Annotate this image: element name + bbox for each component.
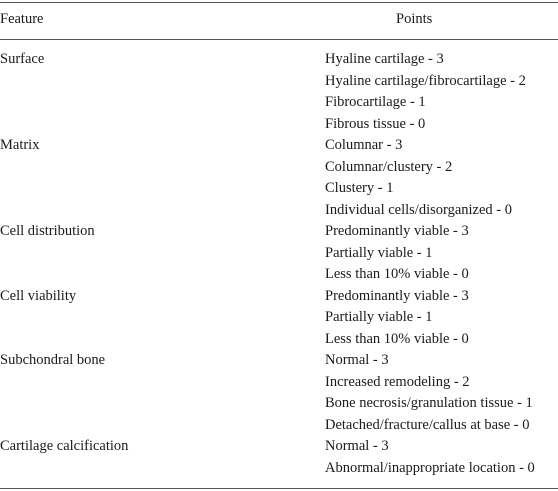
- table-row: [0, 49, 558, 71]
- table-row: [0, 307, 558, 329]
- point-value: Partially viable - 1: [325, 244, 433, 261]
- table-row: [0, 243, 558, 265]
- point-value: Fibrocartilage - 1: [325, 94, 426, 110]
- point-value: Abnormal/inappropriate location - 0: [325, 459, 535, 476]
- point-value: Partially viable - 1: [325, 309, 433, 325]
- table-row: [0, 286, 558, 308]
- point-value: Predominantly viable - 3: [325, 287, 469, 304]
- table-row: [0, 393, 558, 415]
- point-value: Hyaline cartilage/fibrocartilage - 2: [325, 72, 526, 89]
- point-value: Predominantly viable - 3: [325, 223, 469, 239]
- feature-group: [0, 436, 558, 479]
- header-feature: Feature: [0, 11, 44, 27]
- header-rule: [0, 39, 558, 40]
- table-row: [0, 350, 558, 372]
- header-points: Points: [396, 11, 433, 27]
- point-value: Normal - 3: [325, 438, 389, 454]
- feature-label: Matrix: [0, 137, 40, 153]
- table-row: [0, 264, 558, 286]
- point-value: Bone necrosis/granulation tissue - 1: [325, 395, 533, 411]
- table-row: [0, 114, 558, 136]
- point-value: Increased remodeling - 2: [325, 373, 470, 390]
- point-value: Less than 10% viable - 0: [325, 330, 469, 347]
- feature-label: Cell distribution: [0, 223, 95, 239]
- point-value: Individual cells/disorganized - 0: [325, 201, 512, 218]
- table-row: [0, 372, 558, 394]
- table-header: [0, 2, 558, 39]
- feature-group: [0, 135, 558, 221]
- table-row: [0, 157, 558, 179]
- feature-group: [0, 350, 558, 436]
- point-value: Columnar - 3: [325, 137, 403, 153]
- feature-group: [0, 286, 558, 351]
- feature-group: [0, 49, 558, 135]
- point-value: Fibrous tissue - 0: [325, 115, 426, 132]
- table-row: [0, 436, 558, 458]
- point-value: Clustery - 1: [325, 180, 394, 196]
- feature-label: Cartilage calcification: [0, 438, 129, 454]
- table-row: [0, 329, 558, 351]
- point-value: Normal - 3: [325, 352, 389, 368]
- point-value: Hyaline cartilage - 3: [325, 51, 444, 67]
- feature-group: [0, 221, 558, 286]
- table-row: [0, 200, 558, 222]
- table-row: [0, 71, 558, 93]
- point-value: Less than 10% viable - 0: [325, 266, 469, 282]
- feature-label: Surface: [0, 51, 45, 67]
- point-value: Columnar/clustery - 2: [325, 158, 453, 175]
- feature-label: Subchondral bone: [0, 352, 106, 368]
- table-row: [0, 92, 558, 114]
- table-row: [0, 178, 558, 200]
- table-row: [0, 135, 558, 157]
- table-row: [0, 221, 558, 243]
- point-value: Detached/fracture/callus at base - 0: [325, 416, 530, 433]
- bottom-rule: [0, 488, 558, 489]
- table-row: [0, 415, 558, 437]
- table-body: [0, 49, 558, 479]
- table-row: [0, 458, 558, 480]
- feature-label: Cell viability: [0, 287, 77, 304]
